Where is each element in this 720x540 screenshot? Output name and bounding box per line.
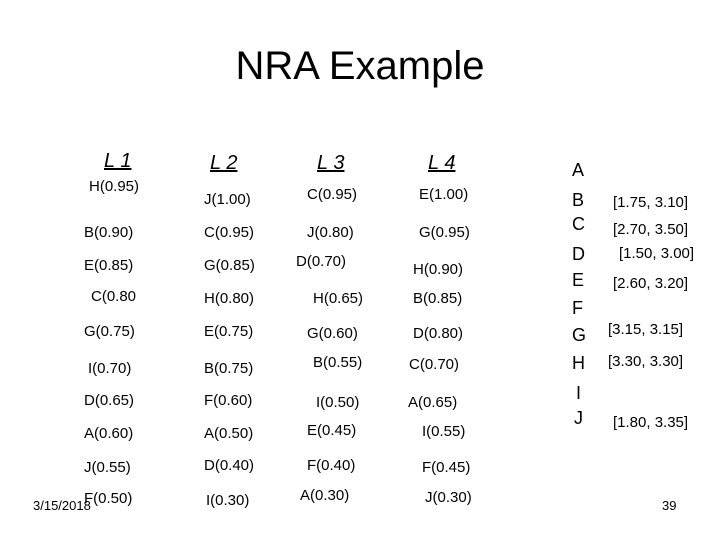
slide-date: 3/15/2018 <box>33 498 91 513</box>
bound-letter: I <box>576 383 582 403</box>
list-item: C(0.95) <box>204 224 255 241</box>
bound-letter: F <box>572 298 583 318</box>
bound-interval: [3.30, 3.30] <box>608 353 684 370</box>
list-header-l3: L 3 <box>317 152 345 174</box>
bound-interval: [2.60, 3.20] <box>613 275 689 292</box>
list-item: I(0.30) <box>206 492 250 509</box>
list-item: D(0.65) <box>84 392 135 409</box>
bound-letter: J <box>574 408 583 428</box>
bound-interval: [3.15, 3.15] <box>608 321 684 338</box>
list-item: E(1.00) <box>419 186 469 203</box>
list-item: H(0.65) <box>313 290 364 307</box>
list-header-l4: L 4 <box>428 152 456 174</box>
list-item: G(0.95) <box>419 224 470 241</box>
list-item: J(0.55) <box>84 459 131 476</box>
slide-title: NRA Example <box>235 44 485 88</box>
list-item: E(0.75) <box>204 323 254 340</box>
list-item: D(0.80) <box>413 325 464 342</box>
list-item: I(0.70) <box>88 360 132 377</box>
list-item: G(0.60) <box>307 325 358 342</box>
list-item: F(0.40) <box>307 457 356 474</box>
list-item: H(0.95) <box>89 178 140 195</box>
list-item: A(0.60) <box>84 425 134 442</box>
list-item: D(0.40) <box>204 457 255 474</box>
list-item: E(0.85) <box>84 257 134 274</box>
list-item: F(0.45) <box>422 459 471 476</box>
list-item: J(0.30) <box>425 489 472 506</box>
list-item: A(0.30) <box>300 487 350 504</box>
bound-interval: [1.80, 3.35] <box>613 414 689 431</box>
list-item: A(0.65) <box>408 394 458 411</box>
list-item: E(0.45) <box>307 422 357 439</box>
bound-letter: H <box>572 353 585 373</box>
bound-letter: A <box>572 160 585 180</box>
bound-interval: [2.70, 3.50] <box>613 221 689 238</box>
list-item: B(0.75) <box>204 360 254 377</box>
bound-letter: D <box>572 244 585 264</box>
bound-letter: E <box>572 270 585 290</box>
list-item: J(0.80) <box>307 224 354 241</box>
list-item: H(0.80) <box>204 290 255 307</box>
list-item: F(0.60) <box>204 392 253 409</box>
list-item: G(0.85) <box>204 257 255 274</box>
list-item: H(0.90) <box>413 261 464 278</box>
bound-letter: B <box>572 190 585 210</box>
list-item: J(1.00) <box>204 191 251 208</box>
list-item: I(0.50) <box>316 394 360 411</box>
bound-interval: [1.75, 3.10] <box>613 194 689 211</box>
list-item: F(0.50) <box>84 490 133 507</box>
bound-letter: C <box>572 214 585 234</box>
list-item: B(0.85) <box>413 290 463 307</box>
list-item: D(0.70) <box>296 253 347 270</box>
list-item: G(0.75) <box>84 323 135 340</box>
page-number: 39 <box>662 498 677 513</box>
list-item: I(0.55) <box>422 423 466 440</box>
list-item: A(0.50) <box>204 425 254 442</box>
list-item: C(0.80 <box>91 288 137 305</box>
list-item: C(0.70) <box>409 356 460 373</box>
list-item: B(0.55) <box>313 354 363 371</box>
list-header-l2: L 2 <box>210 152 238 174</box>
list-header-l1: L 1 <box>104 150 132 172</box>
bound-letter: G <box>572 325 587 345</box>
list-item: C(0.95) <box>307 186 358 203</box>
list-item: B(0.90) <box>84 224 134 241</box>
bound-interval: [1.50, 3.00] <box>619 245 695 262</box>
